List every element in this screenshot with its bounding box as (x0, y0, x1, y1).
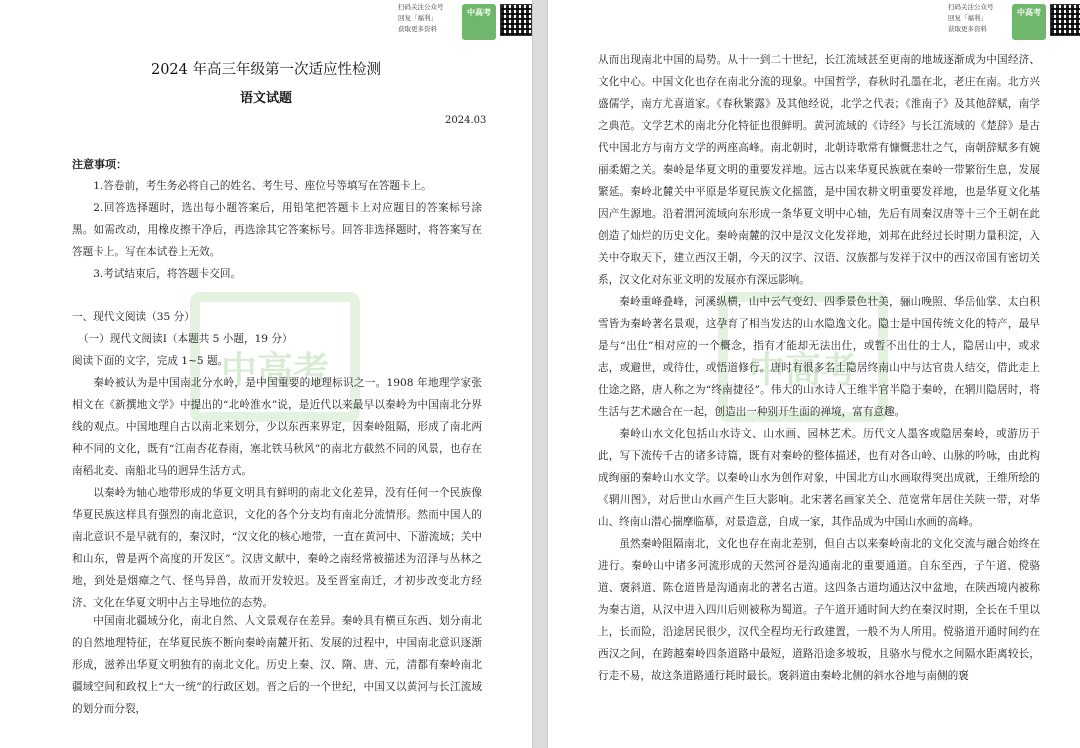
document-page-right (548, 0, 1080, 748)
section-heading: 一、现代文阅读（35 分） (72, 311, 195, 323)
page-gutter (532, 0, 548, 748)
promo-line-1: 扫码关注公众号 (948, 3, 994, 11)
passage-paragraph-2: 以秦岭为轴心地带形成的华夏文明具有鲜明的南北文化差异，没有任何一个民族像华夏民族这样具有强烈的南北意识，文化的各个分支均有南北分流情形。然而中国人的南北意识不是早就有的，秦汉时，“汉文化的核心地带，一直在黄河中、下游流域；关中和山东，曾是两个高度的开发区”。汉唐文献中，秦岭之南经常被描述为沼泽与丛林之地，到处是烟瘴之气、怪鸟异兽，故而开发较迟。及至晋室南迁，才初步改变北方经济、文化在华夏文明中占主导地位的态势。 (72, 487, 482, 609)
exam-date: 2024.03 (445, 115, 487, 126)
passage-paragraph-continued: 从而出现南北中国的局势。从十一到二十世纪，长江流域甚至更南的地域逐渐成为中国经济、文化中心。中国文化也存在南北分流的现象。中国哲学，春秋时孔墨在北，老庄在南。北方兴盛儒学，南方尤喜道家。《春秋繁露》及其他经说，北学之代表；《淮南子》及其他辞赋，南学之典范。文学艺术的南北分化特征也很鲜明。黄河流域的《诗经》与长江流域的《楚辞》是古代中国北方与南方文学的两座高峰。南北朝时，北朝诗歌常有慷慨悲壮之气，南朝辞赋多有婉丽柔媚之关。秦岭是华夏文明的重要发祥地。远古以来华夏民族就在秦岭一带繁衍生息，发展繁延。秦岭北麓关中平原是华夏民族文化摇篮，是中国农耕文明重要发祥地，也是华夏文化基因产生源地。沿着渭河流域向东形成一条华夏文明中心轴，先后有周秦汉唐等十三个王朝在此创造了灿烂的历史文化。秦岭南麓的汉中是汉文化发祥地，刘邦在此经过长时期力量积淀，入关中夺取天下，建立西汉王朝，今天的汉字、汉语、汉族都与发祥于汉中的西汉帝国有密切关系，汉文化对东亚文明的发展亦有深远影响。 (598, 54, 1040, 286)
promo-text (398, 2, 458, 35)
promo-logo: 中高考 (462, 4, 496, 40)
promo-logo: 中高考 (1012, 4, 1046, 40)
qr-code-icon (1050, 4, 1080, 36)
document-page-left (0, 0, 532, 748)
promo-line-1: 扫码关注公众号 (398, 3, 444, 11)
passage-paragraph-4: 秦岭重峰叠峰，河溪纵横，山中云气变幻、四季景色壮美，骊山晚照、华岳仙掌、太白积雪皆为秦岭著名景观，这孕育了相当发达的山水隐逸文化。隐士是中国传统文化的特产，最早是与“出仕”相对应的一个概念，指有才能却无法出仕，或暂不出仕的士人，隐居山中，或求志，或避世，或待仕，或悟道修行。唐时有很多名士隐居终南山中与达官贵人结交，借此走上仕途之路，唐人称之为“终南捷径”。伟大的山水诗人王维半官半隐于秦岭，在辋川隐居时，将生活与艺术融合在一起，创造出一种别开生面的禅境，富有意趣。 (598, 296, 1040, 418)
notice-heading: 注意事项： (72, 158, 127, 171)
passage-paragraph-5: 秦岭山水文化包括山水诗文、山水画、园林艺术。历代文人墨客或隐居秦岭，或游历于此，写下流传千古的诸多诗篇，既有对秦岭的整体描述，也有对各山岭、山脉的吟咏，由此构成绚丽的秦岭山水文学。以秦岭山水为创作对象，中国北方山水画取得突出成就，王维所绘的《辋川图》，对后世山水画产生巨大影响。北宋著名画家关仝、范宽常年居住关陕一带，对华山、终南山潜心揣摩临摹，对景造意，自成一家，其作品成为中国山水画的高峰。 (598, 428, 1040, 528)
notice-item-3: 3.考试结束后，将答题卡交回。 (93, 268, 242, 280)
exam-title: 2024 年高三年级第一次适应性检测 (150, 62, 381, 78)
promo-text (948, 2, 1008, 35)
reading-instruction: 阅读下面的文字，完成 1~5 题。 (72, 355, 229, 367)
promo-line-2: 回复「福利」 (948, 14, 987, 22)
subsection-heading: （一）现代文阅读Ⅰ（本题共 5 小题，19 分） (78, 333, 293, 345)
watermark-text: 中高考 (220, 350, 329, 391)
passage-paragraph-6: 虽然秦岭阻隔南北，文化也存在南北差别，但自古以来秦岭南北的文化交流与融合始终在进行。秦岭山中诸多河流形成的天然河谷是沟通南北的重要通道。自东至西，子午道、傥骆道、褒斜道、陈仓道皆是沟通南北的著名古道。这四条古道均通达汉中盆地，在陕西境内被称为秦古道，从汉中进入四川后则被称为蜀道。子午道开通时间大约在秦汉时期，全长在千里以上，长而险，沿途居民很少，汉代全程均无行政建置，一般不为人所用。傥骆道开通时间约在西汉之间，在跨越秦岭四条道路中最短，道路沿途多坡坂，且骆水与傥水之间隔水距离较长，行走不易，故这条道路通行耗时最长。褒斜道由秦岭北侧的斜水谷地与南侧的褒 (598, 538, 1040, 682)
exam-subtitle: 语文试题 (239, 91, 292, 106)
notice-item-1: 1.答卷前，考生务必将自己的姓名、考生号、座位号等填写在答题卡上。 (93, 180, 432, 192)
promo-line-3: 获取更多资料 (398, 25, 437, 33)
passage-paragraph-1: 秦岭被认为是中国南北分水岭，是中国重要的地理标识之一。1908 年地理学家张相文在《新撰地文学》中提出的“北岭淮水”说，是近代以来最早以秦岭为中国南北分界线的观点。中国地理自古以南北来划分，少以东西来界定，因秦岭阻隔，形成了南北两种不同的文化，既有“江南杏花春雨，塞北铁马秋风”的南北方截然不同的风景，也存在南稻北麦、南船北马的迥异生活方式。 (72, 377, 482, 477)
promo-line-2: 回复「福利」 (398, 14, 437, 22)
qr-code-icon (500, 4, 532, 36)
watermark-text: 中高考 (748, 350, 857, 391)
promo-line-3: 获取更多资料 (948, 25, 987, 33)
notice-item-2: 2.回答选择题时，选出每小题答案后，用铅笔把答题卡上对应题目的答案标号涂黑。如需改动，用橡皮擦干净后，再选涂其它答案标号。回答非选择题时，将答案写在答题卡上。写在本试卷上无效。 (72, 202, 482, 258)
passage-paragraph-3: 中国南北疆域分化，南北自然、人文景观存在差异。秦岭具有横亘东西、划分南北的自然地理特征，在华夏民族不断向秦岭南麓开拓、发展的过程中，中国南北意识逐渐形成，滋养出华夏文明独有的南北文化。历史上秦、汉、隋、唐、元，清都有秦岭南北疆域空间和政权上“大一统”的行政区划。晋之后的一个世纪，中国又以黄河与长江流域的划分而分裂， (72, 615, 482, 715)
